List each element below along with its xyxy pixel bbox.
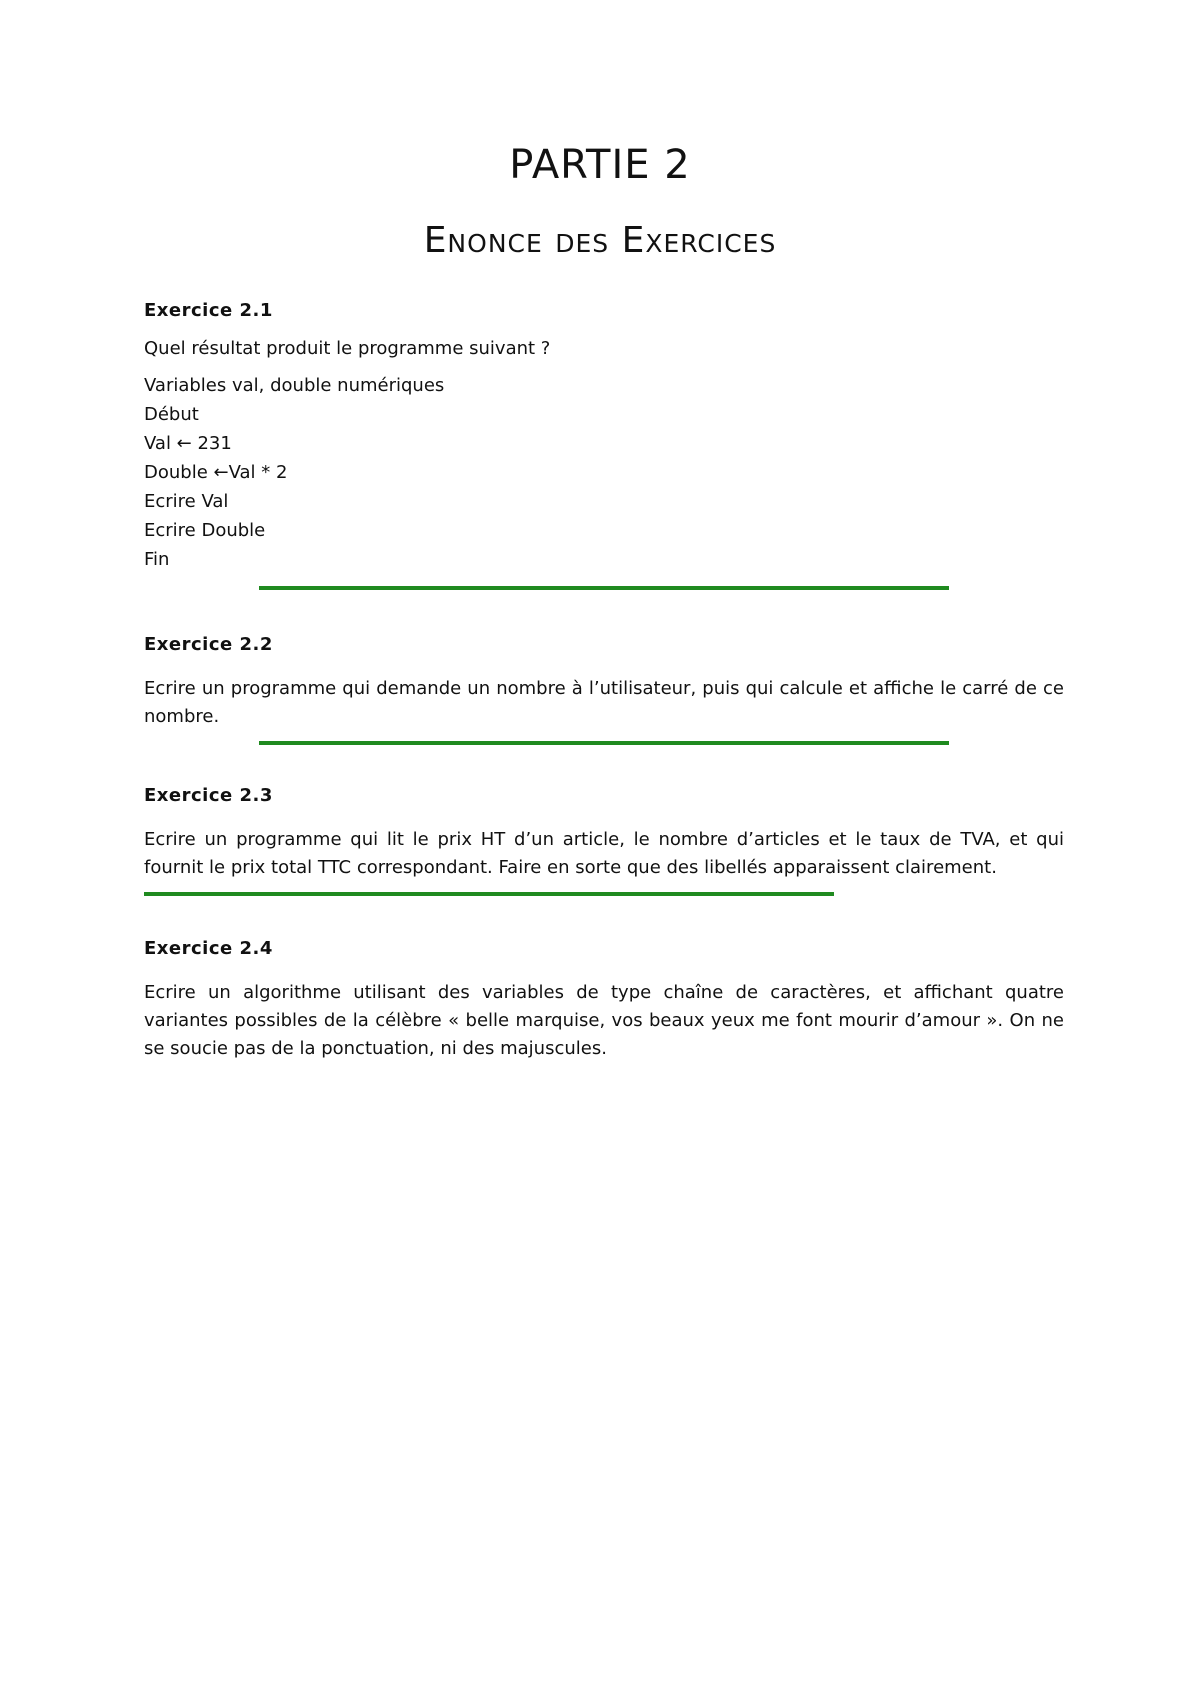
exercise-heading: Exercice 2.2 [144,634,273,655]
code-line: Ecrire Double [144,520,266,541]
exercise-heading: Exercice 2.3 [144,785,273,806]
program-code [144,371,1064,574]
code-line: Val ← 231 [144,433,232,454]
part-title: PARTIE 2 [509,142,691,188]
exercise-heading: Exercice 2.4 [144,938,273,959]
exercise-text: Quel résultat produit le programme suivant ? [144,338,551,359]
exercise-text: Ecrire un algorithme utilisant des variables de type chaîne de caractères, et affichant quatre variantes possibles de la célèbre « belle marquise, vos beaux yeux me font mourir d’amour ». On ne se soucie pas de la ponctuation, ni des majuscules. [144,982,1064,1059]
exercise-2-2 [144,634,1064,745]
exercise-2-3 [144,785,1064,896]
code-line: Double ←Val * 2 [144,462,288,483]
section-divider [144,892,834,896]
code-line: Fin [144,549,170,570]
section-divider [259,586,949,590]
section-divider [259,741,949,745]
exercise-2-4 [144,938,1064,1063]
exercise-heading: Exercice 2.1 [144,300,273,321]
code-line: Début [144,404,199,425]
code-line: Variables val, double numériques [144,375,445,396]
exercise-text: Ecrire un programme qui lit le prix HT d’un article, le nombre d’articles et le taux de TVA, et qui fournit le prix total TTC correspondant. Faire en sorte que des libellés apparaissent clairement. [144,829,1064,878]
code-line: Ecrire Val [144,491,229,512]
exercise-2-1 [144,300,1064,590]
exercises-content [144,300,1064,1063]
exercise-text: Ecrire un programme qui demande un nombre à l’utilisateur, puis qui calcule et affiche le carré de ce nombre. [144,678,1064,727]
section-subtitle: Enonce des Exercices [423,220,777,261]
